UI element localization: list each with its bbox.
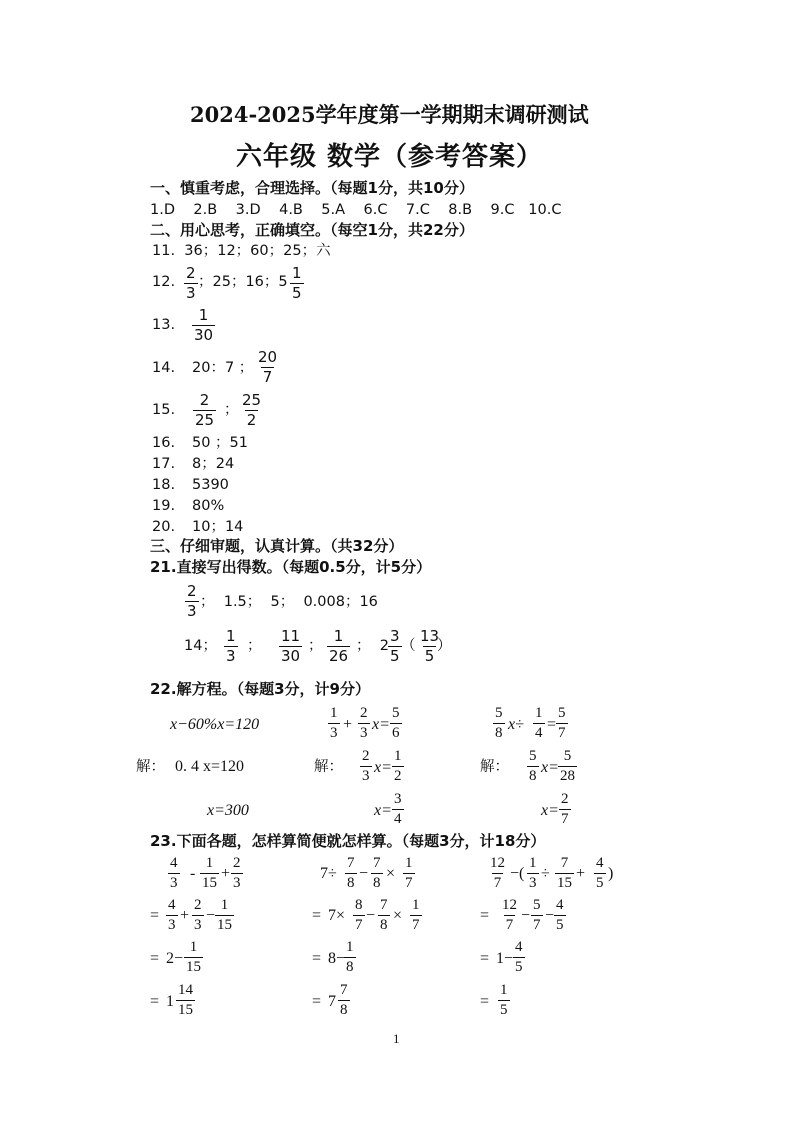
q22c-s1-x: x= — [541, 759, 559, 776]
q23a-l1-f1: $\frac{4}{3}$ — [168, 897, 176, 933]
q21-r2-frac2: $\frac{11}{30}$ — [281, 627, 301, 665]
q21-r2-frac5: $\frac{13}{5}$ — [420, 627, 440, 665]
q23b-l1-op2: × — [393, 907, 403, 924]
q23a-l1-f3: $\frac{1}{15}$ — [217, 897, 232, 933]
q22b-solve-label: 解： — [314, 759, 343, 775]
q23b-l3-pre: 7 — [328, 993, 336, 1010]
answer-11: 11. 36；12；60；25；六 — [152, 243, 331, 259]
q23b-l0-pre: 7÷ — [320, 865, 337, 882]
q22b-s1-frac: $\frac{2}{3}$ — [362, 748, 370, 784]
section-1-heading: 一、慎重考虑，合理选择。（每题1分，共10分） — [150, 179, 474, 197]
q23a-l0-op1: - — [190, 865, 196, 882]
q21-heading: 21.直接写出得数。（每题0.5分，计5分） — [150, 558, 432, 576]
q22c-frac2: $\frac{1}{4}$ — [535, 705, 543, 741]
q23a-l2-pre: 2− — [166, 950, 184, 967]
q22b-s1-rhs: $\frac{1}{2}$ — [394, 748, 402, 784]
answer-15-no: 15. — [152, 402, 176, 418]
doc-title: 2024-2025学年度第一学期期末调研测试 — [190, 102, 589, 127]
answer-12-frac2: $\frac{1}{5}$ — [292, 264, 302, 302]
answer-14-text: 20：7 ； — [192, 360, 254, 376]
q23c-l3-frac: $\frac{1}{5}$ — [500, 982, 508, 1018]
q23b-l0-f3: $\frac{1}{7}$ — [405, 855, 413, 891]
q22c-xdiv: x÷ — [508, 716, 524, 733]
q22a-solve-label: 解： — [136, 759, 165, 775]
q23c-l0-f3: $\frac{7}{15}$ — [557, 855, 572, 891]
q23c-l1-op1: − — [521, 907, 531, 924]
q23a-l2-frac: $\frac{1}{15}$ — [186, 939, 201, 975]
q23c-l1-f2: $\frac{5}{7}$ — [533, 897, 541, 933]
q22c-solve-label: 解： — [480, 759, 509, 775]
q23a-l2-eq: = — [150, 950, 160, 967]
answer-19: 80% — [192, 498, 225, 514]
answer-12-no: 12. — [152, 274, 176, 290]
q23c-l1-op2: − — [545, 907, 555, 924]
q22c-frac3: $\frac{5}{7}$ — [558, 705, 566, 741]
q21-r1-rest: ； 1.5； 5； 0.008；16 — [200, 594, 378, 610]
answer-13-no: 13. — [152, 317, 176, 333]
q23a-l1-op1: + — [180, 907, 190, 924]
q21-r1-frac: $\frac{2}{3}$ — [187, 582, 197, 620]
q22c-eq: = — [547, 716, 557, 733]
q22b-s2-frac: $\frac{3}{4}$ — [394, 791, 402, 827]
q23a-l3-eq: = — [150, 993, 160, 1010]
q21-r2-a: 14； — [184, 638, 217, 654]
q23a-l0-f2: $\frac{1}{15}$ — [202, 855, 217, 891]
answer-15-frac2: $\frac{25}{2}$ — [242, 391, 262, 429]
q21-r2-sep1: ； — [247, 638, 262, 654]
q22b-frac3: $\frac{5}{6}$ — [392, 705, 400, 741]
q23c-l2-frac: $\frac{4}{5}$ — [515, 939, 523, 975]
answer-12-mid: ；25；16；5 — [198, 274, 288, 290]
q23c-l0-op1: −( — [510, 865, 525, 882]
q23b-l1-eq: = — [312, 907, 322, 924]
q22a-step2: x=300 — [207, 802, 249, 819]
q21-r2-frac4: $\frac{3}{5}$ — [390, 627, 400, 665]
answer-13-frac: $\frac{1}{30}$ — [194, 306, 214, 344]
section-3-heading: 三、仔细审题，认真计算。（共32分） — [150, 537, 404, 555]
q23b-l1-pre: 7× — [328, 907, 346, 924]
q23b-l0-f2: $\frac{7}{8}$ — [373, 855, 381, 891]
q23b-l1-op1: − — [366, 907, 376, 924]
q22c-s2-x: x= — [541, 802, 559, 819]
q23c-l2-pre: 1− — [496, 950, 514, 967]
q23a-l1-f2: $\frac{2}{3}$ — [194, 897, 202, 933]
q22b-s2-x: x= — [374, 802, 392, 819]
q23b-l0-op1: − — [359, 865, 369, 882]
q23c-l3-eq: = — [480, 993, 490, 1010]
q23c-l0-op2: ÷ — [541, 865, 550, 882]
answer-19-no: 19. — [152, 498, 176, 514]
q21-r2-sep3: ； 2 — [356, 638, 389, 654]
q23a-l0-f3: $\frac{2}{3}$ — [233, 855, 241, 891]
q23b-l2-frac: $\frac{1}{8}$ — [346, 939, 354, 975]
answer-17-no: 17. — [152, 456, 176, 472]
q23c-l1-f3: $\frac{4}{5}$ — [556, 897, 564, 933]
answer-14-no: 14. — [152, 360, 176, 376]
q21-r2-frac3: $\frac{1}{26}$ — [329, 627, 349, 665]
q23b-l1-f3: $\frac{1}{7}$ — [412, 897, 420, 933]
q23a-l1-op2: − — [206, 907, 216, 924]
q23-heading: 23.下面各题，怎样算简便就怎样算。（每题3分，计18分） — [150, 832, 546, 850]
q22c-s1-frac: $\frac{5}{8}$ — [529, 748, 537, 784]
q23c-l0-f2: $\frac{1}{3}$ — [529, 855, 537, 891]
q23b-l3-eq: = — [312, 993, 322, 1010]
q23a-l0-f1: $\frac{4}{3}$ — [170, 855, 178, 891]
q23b-l1-f1: $\frac{8}{7}$ — [355, 897, 363, 933]
answer-17: 8；24 — [192, 456, 235, 472]
q23a-l3-frac: $\frac{14}{15}$ — [178, 982, 193, 1018]
q22b-s1-x: x= — [374, 759, 392, 776]
section-2-heading: 二、用心思考，正确填空。（每空1分，共22分） — [150, 221, 474, 239]
answer-16-no: 16. — [152, 435, 176, 451]
q23c-l0-op3: + — [576, 865, 586, 882]
q21-r2-frac1: $\frac{1}{3}$ — [226, 627, 236, 665]
q23c-l1-eq: = — [480, 907, 490, 924]
page-number: 1 — [393, 1031, 400, 1046]
q22c-s2-frac: $\frac{2}{7}$ — [561, 791, 569, 827]
q22-heading: 22.解方程。（每题3分，计9分） — [150, 680, 370, 698]
answer-20-no: 20. — [152, 519, 176, 535]
answer-18: 5390 — [192, 477, 229, 493]
q23c-l2-eq: = — [480, 950, 490, 967]
answer-15-sep: ； — [224, 402, 239, 418]
q23b-l2-pre: 8− — [328, 950, 346, 967]
q23b-l2-eq: = — [312, 950, 322, 967]
q23b-l0-op2: × — [386, 865, 396, 882]
q21-r2-lp: （ — [401, 638, 416, 654]
answer-20: 10；14 — [192, 519, 244, 535]
doc-subtitle: 六年级 数学（参考答案） — [236, 142, 544, 172]
q23a-l0-op2: + — [221, 865, 231, 882]
answer-15-frac1: $\frac{2}{25}$ — [195, 391, 215, 429]
q23c-l1-f1: $\frac{12}{7}$ — [502, 897, 517, 933]
section-1-answers: 1.D 2.B 3.D 4.B 5.A 6.C 7.C 8.B 9.C 10.C — [150, 202, 562, 218]
q22b-plus: + — [343, 716, 353, 733]
q23a-l3-pre: 1 — [166, 993, 174, 1010]
answer-14-frac: $\frac{20}{7}$ — [258, 348, 278, 386]
q22b-frac1: $\frac{1}{3}$ — [330, 705, 338, 741]
q21-r2-sep2: ； — [308, 638, 323, 654]
q22b-xe: x= — [372, 716, 390, 733]
answer-12-frac1: $\frac{2}{3}$ — [186, 264, 196, 302]
q22b-frac2: $\frac{2}{3}$ — [360, 705, 368, 741]
q22a-step1: 0. 4 x=120 — [175, 758, 245, 775]
q21-r2-rp: ） — [437, 638, 452, 654]
answer-16: 50 ；51 — [192, 435, 249, 451]
q23a-l1-eq: = — [150, 907, 160, 924]
q23b-l0-f1: $\frac{7}{8}$ — [347, 855, 355, 891]
q23c-l0-f4: $\frac{4}{5}$ — [596, 855, 604, 891]
q22c-s1-rhs: $\frac{5}{28}$ — [560, 748, 575, 784]
q23b-l1-f2: $\frac{7}{8}$ — [380, 897, 388, 933]
q22a-equation: x−60%x=120 — [170, 716, 260, 733]
q23c-l0-rp: ) — [608, 865, 614, 882]
q23c-l0-f1: $\frac{12}{7}$ — [490, 855, 505, 891]
q22c-frac1: $\frac{5}{8}$ — [495, 705, 503, 741]
answer-18-no: 18. — [152, 477, 176, 493]
q23b-l3-frac: $\frac{7}{8}$ — [340, 982, 348, 1018]
